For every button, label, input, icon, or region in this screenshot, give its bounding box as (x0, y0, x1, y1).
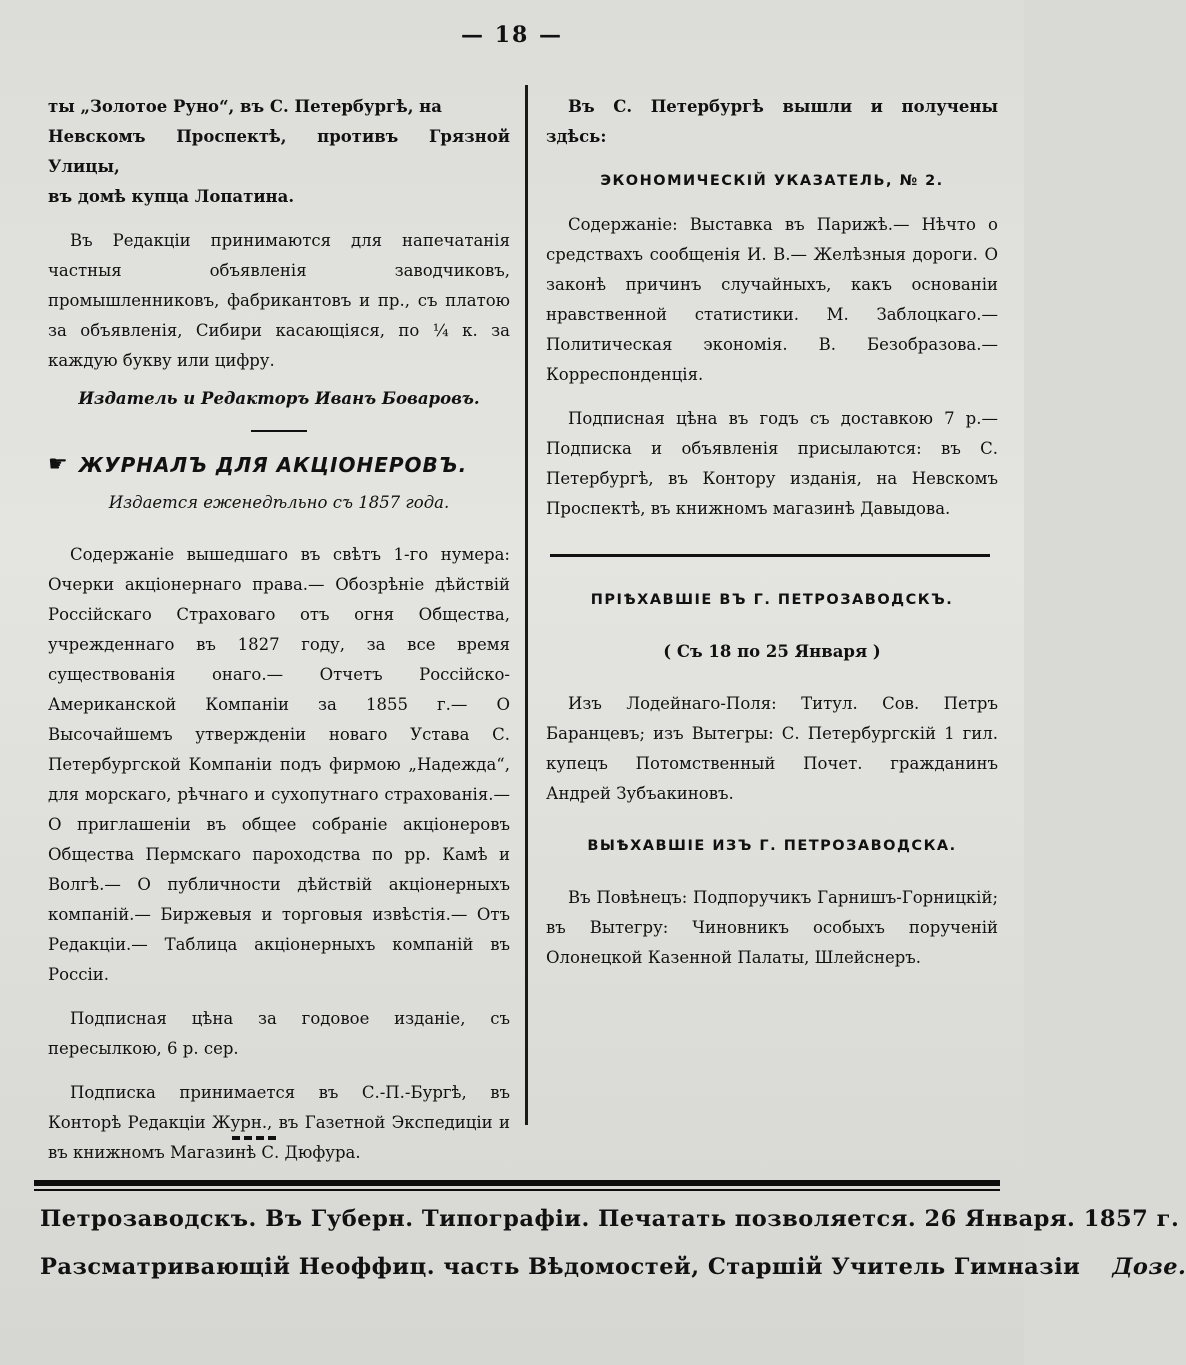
footer-rule-thin (34, 1189, 1000, 1191)
column-divider (525, 85, 528, 1125)
intro-line-3: въ домѣ купца Лопатина. (48, 187, 295, 206)
arrived-text: Изъ Лодейнаго-Поля: Титул. Сов. Петръ Баранцевъ; изъ Вытегры: С. Петербургскій 1 гил. купецъ Потомственный Почет. гражданинъ Андрей Зубъакиновъ. (546, 694, 998, 803)
intro-line-1: ты „Золотое Руно“, въ С. Петербургѣ, на (48, 97, 442, 116)
journal-subscription-price: Подписная цѣна за годовое изданіе, съ пересылкою, 6 р. сер. (48, 1009, 510, 1058)
editorial-notice: Въ Редакціи принимаются для напечатанія частныя объявленія заводчиковъ, промышленниковъ, фабрикантовъ и пр., съ платою за объявленія, Сибири касающіяся, по ¼ к. за каждую букву или цифру. (48, 231, 510, 370)
journal-subscription-place: Подписка принимается въ С.-П.-Бургѣ, въ Конторѣ Редакціи Журн., въ Газетной Экспедиціи и въ книжномъ Магазинѣ С. Дюфура. (48, 1083, 510, 1162)
economic-subscription: Подписная цѣна въ годъ съ доставкою 7 р.— Подписка и объявленія присылаются: въ С. Петербургѣ, въ Контору изданія, на Невскомъ Проспектѣ, въ книжномъ магазинѣ Давыдова. (546, 409, 998, 518)
departed-text: Въ Повѣнецъ: Подпоручикъ Гарнишъ-Горницкій; въ Вытегру: Чиновникъ особыхъ порученій Олонецкой Казенной Палаты, Шлейснеръ. (546, 888, 998, 967)
arrived-title: ПРІѢХАВШІЕ ВЪ Г. ПЕТРОЗАВОДСКЪ. (590, 592, 954, 608)
ornament-divider (232, 1125, 292, 1133)
right-intro: Въ С. Петербургѣ вышли и получены здѣсь: (546, 97, 998, 146)
left-column (48, 92, 510, 1168)
journal-subtitle: Издается еженедѣльно съ 1857 года. (108, 493, 450, 512)
footer-imprint: Петрозаводскъ. Въ Губерн. Типографіи. Печатать позволяется. 26 Января. 1857 г. (40, 1206, 1180, 1232)
economic-contents: Содержаніе: Выставка въ Парижѣ.— Нѣчто о средствахъ сообщенія И. В.— Желѣзныя дороги. О законѣ причинъ случайныхъ, какъ основаніи нравственной статистики. М. Заблоцкаго.— Политическая экономія. В. Безобразова.— Корреспонденція. (546, 215, 998, 384)
publisher-line: Издатель и Редакторъ Иванъ Боваровъ. (78, 389, 480, 408)
page-number: — 18 — (461, 22, 563, 48)
intro-line-2: Невскомъ Проспектѣ, противъ Грязной Улицы, (48, 127, 510, 176)
journal-title: ЖУРНАЛЪ ДЛЯ АКЦІОНЕРОВЪ. (78, 453, 468, 477)
arrived-dates: ( Съ 18 по 25 Января ) (663, 642, 881, 661)
footer-rule-thick (34, 1180, 1000, 1186)
footer-censor-line (40, 1254, 1186, 1280)
economic-title: ЭКОНОМИЧЕСКІЙ УКАЗАТЕЛЬ, № 2. (600, 173, 944, 189)
departed-title: ВЫѢХАВШІЕ ИЗЪ Г. ПЕТРОЗАВОДСКА. (587, 838, 957, 854)
section-rule (550, 554, 990, 557)
footer-censor: Разсматривающій Неоффиц. часть Вѣдомостей, Старшій Учитель Гимназіи (40, 1254, 1081, 1280)
right-column (546, 92, 998, 973)
footer-signature: Дозе. (1112, 1254, 1186, 1280)
section-divider (251, 430, 307, 432)
journal-contents: Содержаніе вышедшаго въ свѣтъ 1-го нумера: Очерки акціонернаго права.— Обозрѣніе дѣйствій Россійскаго Страховаго отъ огня Общества, учрежденнаго въ 1827 году, за все время существованія онаго.— Отчетъ Россійско-Американской Компаніи за 1855 г.— О Высочайшемъ утвержденіи новаго Устава С. Петербургской Компаніи подъ фирмою „Надежда“, для морскаго, рѣчнаго и сухопутнаго страхованія.— О приглашеніи въ общее собраніе акціонеровъ Общества Пермскаго пароходства по рр. Камѣ и Волгѣ.— О публичности дѣйствій акціонерныхъ компаній.— Биржевыя и торговыя извѣстія.— Отъ Редакціи.— Таблица акціонерныхъ компаній въ Россіи. (48, 545, 510, 984)
journal-title-row (48, 450, 510, 480)
pointing-hand-icon: ☛ (48, 452, 69, 477)
